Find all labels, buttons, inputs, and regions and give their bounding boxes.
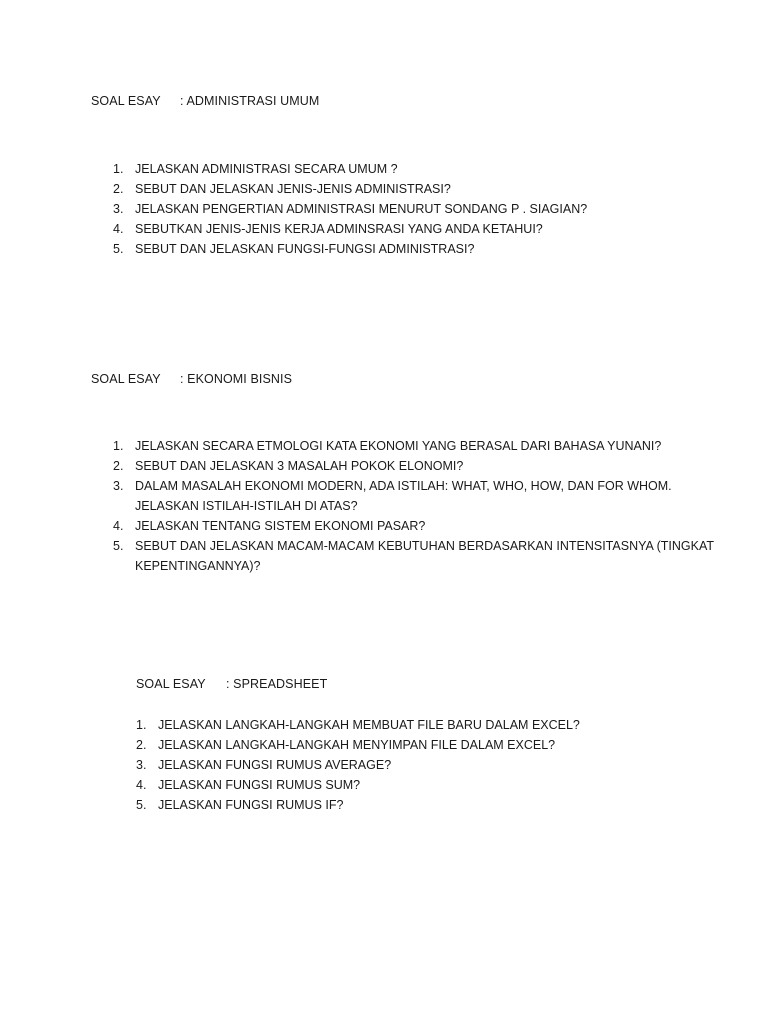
list-item: 4. JELASKAN FUNGSI RUMUS SUM?: [136, 778, 361, 792]
heading-subject: : ADMINISTRASI UMUM: [180, 94, 320, 108]
list-item: 2. SEBUT DAN JELASKAN JENIS-JENIS ADMINISTRASI?: [113, 182, 451, 196]
heading-label: SOAL ESAY: [136, 677, 206, 691]
heading-label: SOAL ESAY: [91, 372, 161, 386]
question-list-ekonomi: [113, 436, 714, 576]
list-item: 2. SEBUT DAN JELASKAN 3 MASALAH POKOK ELONOMI?: [113, 459, 464, 473]
question-list-administrasi: [113, 159, 587, 259]
list-item: 1. JELASKAN SECARA ETMOLOGI KATA EKONOMI YANG BERASAL DARI BAHASA YUNANI?: [113, 439, 662, 453]
section-heading-spreadsheet: [136, 677, 328, 691]
list-item: 4. SEBUTKAN JENIS-JENIS KERJA ADMINSRASI YANG ANDA KETAHUI?: [113, 222, 543, 236]
heading-subject: : EKONOMI BISNIS: [180, 372, 293, 386]
heading-subject: : SPREADSHEET: [226, 677, 328, 691]
list-item: 1. JELASKAN LANGKAH-LANGKAH MEMBUAT FILE BARU DALAM EXCEL?: [136, 718, 580, 732]
list-item: 3. JELASKAN FUNGSI RUMUS AVERAGE?: [136, 758, 392, 772]
heading-label: SOAL ESAY: [91, 94, 161, 108]
list-item: 3. DALAM MASALAH EKONOMI MODERN, ADA ISTILAH: WHAT, WHO, HOW, DAN FOR WHOM. JELASKAN ISTILAH-ISTILAH DI ATAS?: [113, 479, 672, 513]
section-heading-ekonomi: [91, 372, 293, 386]
list-item: 5. SEBUT DAN JELASKAN MACAM-MACAM KEBUTUHAN BERDASARKAN INTENSITASNYA (TINGKAT KEPENTINGANNYA)?: [113, 539, 715, 573]
list-item: 4. JELASKAN TENTANG SISTEM EKONOMI PASAR?: [113, 519, 426, 533]
list-item: 5. SEBUT DAN JELASKAN FUNGSI-FUNGSI ADMINISTRASI?: [113, 242, 475, 256]
section-heading-administrasi: [91, 94, 320, 108]
list-item: 5. JELASKAN FUNGSI RUMUS IF?: [136, 798, 344, 812]
list-item: 2. JELASKAN LANGKAH-LANGKAH MENYIMPAN FILE DALAM EXCEL?: [136, 738, 556, 752]
list-item: 1. JELASKAN ADMINISTRASI SECARA UMUM ?: [113, 162, 398, 176]
question-list-spreadsheet: [136, 715, 580, 815]
list-item: 3. JELASKAN PENGERTIAN ADMINISTRASI MENURUT SONDANG P . SIAGIAN?: [113, 202, 588, 216]
